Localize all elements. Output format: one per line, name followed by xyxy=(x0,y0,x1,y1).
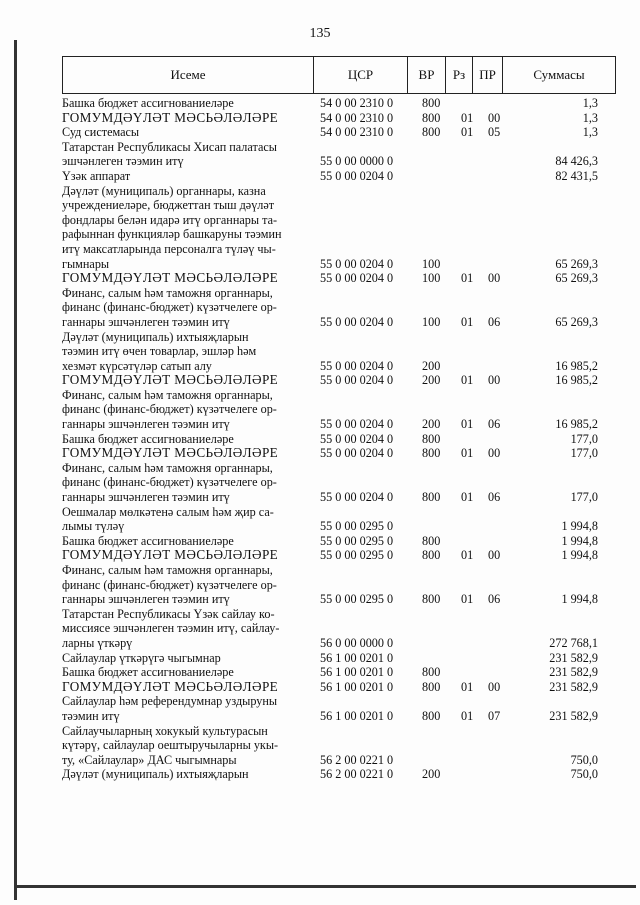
row-name-line: финанс (финанс-бюджет) күзәтчелеге ор- xyxy=(62,402,277,417)
row-name-line: Татарстан Республикасы Үзәк сайлау ко- xyxy=(62,606,275,621)
row-csr: 55 0 00 0204 0 xyxy=(320,431,394,446)
row-rz: 01 xyxy=(461,373,474,388)
row-sum: 1,3 xyxy=(582,110,598,125)
row-csr: 56 2 00 0221 0 xyxy=(320,752,394,767)
table-header xyxy=(62,56,616,94)
row-name-line: финанс (финанс-бюджет) күзәтчелеге ор- xyxy=(62,300,277,315)
row-name xyxy=(62,461,312,505)
row-name-line: ГОМУМДӘҮЛӘТ МӘСЬӘЛӘЛӘРЕ xyxy=(62,372,279,388)
row-name xyxy=(62,680,312,695)
row-csr: 55 0 00 0204 0 xyxy=(320,358,394,373)
row-name xyxy=(62,271,312,286)
row-name-line: тәэмин итү xyxy=(62,708,120,723)
row-csr: 55 0 00 0204 0 xyxy=(320,417,394,432)
row-name xyxy=(62,388,312,432)
row-sum: 82 431,5 xyxy=(555,168,598,183)
table-body xyxy=(62,96,616,782)
row-name xyxy=(62,665,312,680)
row-name-line: ганнары эшчәнлеген тәэмин итү xyxy=(62,490,230,505)
row-vr: 800 xyxy=(422,125,441,140)
row-name-line: ганнары эшчәнлеген тәэмин итү xyxy=(62,417,230,432)
table-row xyxy=(62,651,616,666)
row-csr: 55 0 00 0204 0 xyxy=(320,446,394,461)
scan-left-edge xyxy=(14,40,17,900)
row-vr: 800 xyxy=(422,533,441,548)
row-name-line: фондлары белән идарә итү органнары та- xyxy=(62,212,278,227)
table-row xyxy=(62,432,616,447)
row-name-line: күтәрү, сайлаулар оештыручыларны укы- xyxy=(62,738,279,753)
row-csr: 56 0 00 0000 0 xyxy=(320,635,394,650)
row-rz: 01 xyxy=(461,110,474,125)
row-name-line: итү максатларында персоналга түләү чы- xyxy=(62,241,276,256)
row-name-line: ларны үткәрү xyxy=(62,635,133,650)
row-name-line: хезмәт күрсәтүләр сатып алу xyxy=(62,358,212,373)
row-name-line: финанс (финанс-бюджет) күзәтчелеге ор- xyxy=(62,577,277,592)
row-vr: 200 xyxy=(422,767,441,782)
row-sum: 65 269,3 xyxy=(555,256,598,271)
row-name-line: Башка бюджет ассигнованиеләре xyxy=(62,665,234,680)
row-vr: 800 xyxy=(422,490,441,505)
row-sum: 750,0 xyxy=(570,752,598,767)
row-pr: 00 xyxy=(488,679,501,694)
row-pr: 06 xyxy=(488,417,501,432)
row-rz: 01 xyxy=(461,271,474,286)
row-vr: 800 xyxy=(422,446,441,461)
row-name-line: рафыннан функцияләр башкаруны тәэмин xyxy=(62,227,282,242)
row-name-line: Башка бюджет ассигнованиеләре xyxy=(62,533,234,548)
row-rz: 01 xyxy=(461,417,474,432)
row-pr: 06 xyxy=(488,592,501,607)
row-name-line: гымнары xyxy=(62,256,110,271)
row-name xyxy=(62,607,312,651)
row-rz: 01 xyxy=(461,592,474,607)
row-rz: 01 xyxy=(461,446,474,461)
row-sum: 1 994,8 xyxy=(561,548,598,563)
row-name xyxy=(62,125,312,140)
row-name-line: Сайлаулар үткәрүгә чыгымнар xyxy=(62,650,221,665)
row-name-line: учреждениеләре, бюджеттан тыш дәүләт xyxy=(62,198,275,213)
row-name xyxy=(62,184,312,272)
row-sum: 65 269,3 xyxy=(555,271,598,286)
row-pr: 06 xyxy=(488,314,501,329)
row-name-line: Татарстан Республикасы Хисап палатасы xyxy=(62,139,277,154)
row-pr: 05 xyxy=(488,125,501,140)
table-row xyxy=(62,446,616,461)
table-row xyxy=(62,111,616,126)
row-sum: 231 582,9 xyxy=(549,679,598,694)
row-pr: 00 xyxy=(488,373,501,388)
table-row xyxy=(62,286,616,330)
row-vr: 200 xyxy=(422,373,441,388)
row-sum: 177,0 xyxy=(570,490,598,505)
row-name-line: Дәүләт (муниципаль) ихтыяҗларын xyxy=(62,329,249,344)
table-row xyxy=(62,607,616,651)
table-row xyxy=(62,548,616,563)
row-sum: 231 582,9 xyxy=(549,708,598,723)
table-row xyxy=(62,563,616,607)
row-sum: 1 994,8 xyxy=(561,533,598,548)
row-sum: 1 994,8 xyxy=(561,592,598,607)
row-name-line: Финанс, салым һәм таможня органнары, xyxy=(62,460,273,475)
row-pr: 00 xyxy=(488,110,501,125)
row-sum: 1,3 xyxy=(582,96,598,110)
table-row xyxy=(62,534,616,549)
table-row xyxy=(62,767,616,782)
row-vr: 800 xyxy=(422,592,441,607)
row-name xyxy=(62,111,312,126)
row-sum: 177,0 xyxy=(570,446,598,461)
row-name xyxy=(62,330,312,374)
row-pr: 00 xyxy=(488,446,501,461)
table-row xyxy=(62,96,616,111)
row-csr: 55 0 00 0204 0 xyxy=(320,271,394,286)
row-csr: 55 0 00 0204 0 xyxy=(320,373,394,388)
row-vr: 800 xyxy=(422,96,441,110)
row-csr: 55 0 00 0295 0 xyxy=(320,519,394,534)
row-sum: 16 985,2 xyxy=(555,358,598,373)
header-name: Исеме xyxy=(63,57,314,93)
table-row xyxy=(62,373,616,388)
row-csr: 56 1 00 0201 0 xyxy=(320,708,394,723)
row-name-line: Башка бюджет ассигнованиеләре xyxy=(62,96,234,110)
row-sum: 177,0 xyxy=(570,431,598,446)
row-name-line: Финанс, салым һәм таможня органнары, xyxy=(62,285,273,300)
page-number: 135 xyxy=(309,26,331,41)
row-name xyxy=(62,548,312,563)
row-name-line: эшчәнлеген тәэмин итү xyxy=(62,154,184,169)
row-rz: 01 xyxy=(461,314,474,329)
row-name xyxy=(62,563,312,607)
row-vr: 800 xyxy=(422,548,441,563)
row-name xyxy=(62,140,312,169)
table-row xyxy=(62,388,616,432)
row-pr: 06 xyxy=(488,490,501,505)
row-csr: 56 1 00 0201 0 xyxy=(320,679,394,694)
row-pr: 07 xyxy=(488,708,501,723)
header-pr: ПР xyxy=(473,57,503,93)
row-name xyxy=(62,694,312,723)
row-sum: 750,0 xyxy=(570,767,598,782)
row-csr: 55 0 00 0204 0 xyxy=(320,314,394,329)
row-csr: 56 2 00 0221 0 xyxy=(320,767,394,782)
row-csr: 55 0 00 0204 0 xyxy=(320,490,394,505)
row-rz: 01 xyxy=(461,679,474,694)
row-name-line: ГОМУМДӘҮЛӘТ МӘСЬӘЛӘЛӘРЕ xyxy=(62,678,279,694)
row-csr: 55 0 00 0295 0 xyxy=(320,592,394,607)
table-row xyxy=(62,505,616,534)
row-csr: 55 0 00 0204 0 xyxy=(320,168,394,183)
row-name-line: миссиясе эшчәнлеген тәэмин итү, сайлау- xyxy=(62,621,280,636)
scan-bottom-edge xyxy=(14,885,636,888)
row-vr: 800 xyxy=(422,679,441,694)
table-row xyxy=(62,271,616,286)
row-csr: 55 0 00 0295 0 xyxy=(320,533,394,548)
row-sum: 231 582,9 xyxy=(549,650,598,665)
row-name-line: ганнары эшчәнлеген тәэмин итү xyxy=(62,314,230,329)
row-pr: 00 xyxy=(488,548,501,563)
row-name-line: ганнары эшчәнлеген тәэмин итү xyxy=(62,592,230,607)
header-rz: Рз xyxy=(446,57,473,93)
row-name-line: Дәүләт (муниципаль) органнары, казна xyxy=(62,183,266,198)
row-name xyxy=(62,505,312,534)
row-name-line: тәэмин итү өчен товарлар, эшләр һәм xyxy=(62,344,257,359)
header-vr: ВР xyxy=(408,57,446,93)
row-name-line: Оешмалар мөлкәтенә салым һәм җир са- xyxy=(62,504,274,519)
table-row xyxy=(62,184,616,272)
row-name xyxy=(62,651,312,666)
table-row xyxy=(62,694,616,723)
table-row xyxy=(62,125,616,140)
row-pr: 00 xyxy=(488,271,501,286)
table-row xyxy=(62,169,616,184)
header-sum: Суммасы xyxy=(533,67,585,82)
row-name xyxy=(62,767,312,782)
row-vr: 800 xyxy=(422,708,441,723)
row-sum: 65 269,3 xyxy=(555,314,598,329)
row-sum: 16 985,2 xyxy=(555,417,598,432)
row-name-line: Башка бюджет ассигнованиеләре xyxy=(62,431,234,446)
row-sum: 272 768,1 xyxy=(549,635,598,650)
table-row xyxy=(62,140,616,169)
row-name-line: Финанс, салым һәм таможня органнары, xyxy=(62,563,273,577)
row-name xyxy=(62,432,312,447)
row-csr: 54 0 00 2310 0 xyxy=(320,96,394,110)
row-vr: 100 xyxy=(422,314,441,329)
row-csr: 55 0 00 0204 0 xyxy=(320,256,394,271)
row-sum: 84 426,3 xyxy=(555,154,598,169)
row-name-line: ГОМУМДӘҮЛӘТ МӘСЬӘЛӘЛӘРЕ xyxy=(62,270,279,286)
row-name-line: ГОМУМДӘҮЛӘТ МӘСЬӘЛӘЛӘРЕ xyxy=(62,547,279,563)
row-name-line: Финанс, салым һәм таможня органнары, xyxy=(62,387,273,402)
row-csr: 54 0 00 2310 0 xyxy=(320,110,394,125)
row-rz: 01 xyxy=(461,708,474,723)
header-csr: ЦСР xyxy=(314,57,408,93)
row-csr: 56 1 00 0201 0 xyxy=(320,650,394,665)
row-name-line: Сайлаулар һәм референдумнар уздыруны xyxy=(62,694,278,709)
row-vr: 800 xyxy=(422,665,441,680)
row-name xyxy=(62,286,312,330)
row-name xyxy=(62,724,312,768)
row-vr: 100 xyxy=(422,271,441,286)
row-name-line: Суд системасы xyxy=(62,125,140,140)
row-name xyxy=(62,373,312,388)
row-rz: 01 xyxy=(461,125,474,140)
row-rz: 01 xyxy=(461,548,474,563)
row-vr: 200 xyxy=(422,417,441,432)
row-rz: 01 xyxy=(461,490,474,505)
row-csr: 55 0 00 0295 0 xyxy=(320,548,394,563)
row-name-line: ГОМУМДӘҮЛӘТ МӘСЬӘЛӘЛӘРЕ xyxy=(62,445,279,461)
row-name xyxy=(62,169,312,184)
row-name-line: Сайлаучыларның хокукый культурасын xyxy=(62,723,268,738)
row-sum: 16 985,2 xyxy=(555,373,598,388)
row-vr: 800 xyxy=(422,110,441,125)
row-name-line: Дәүләт (муниципаль) ихтыяҗларын xyxy=(62,767,249,782)
row-csr: 55 0 00 0000 0 xyxy=(320,154,394,169)
table-row xyxy=(62,330,616,374)
table-row xyxy=(62,724,616,768)
row-name-line: ГОМУМДӘҮЛӘТ МӘСЬӘЛӘЛӘРЕ xyxy=(62,109,279,125)
row-csr: 56 1 00 0201 0 xyxy=(320,665,394,680)
row-name-line: ту, «Сайлаулар» ДАС чыгымнары xyxy=(62,752,237,767)
row-name xyxy=(62,96,312,111)
row-name-line: лымы түләү xyxy=(62,519,125,534)
table-row xyxy=(62,665,616,680)
row-sum: 1,3 xyxy=(582,125,598,140)
row-sum: 231 582,9 xyxy=(549,665,598,680)
table-row xyxy=(62,680,616,695)
row-name xyxy=(62,446,312,461)
row-vr: 800 xyxy=(422,431,441,446)
row-sum: 1 994,8 xyxy=(561,519,598,534)
row-vr: 200 xyxy=(422,358,441,373)
row-name xyxy=(62,534,312,549)
row-name-line: Үзәк аппарат xyxy=(62,168,131,183)
table-row xyxy=(62,461,616,505)
row-vr: 100 xyxy=(422,256,441,271)
row-csr: 54 0 00 2310 0 xyxy=(320,125,394,140)
row-name-line: финанс (финанс-бюджет) күзәтчелеге ор- xyxy=(62,475,277,490)
